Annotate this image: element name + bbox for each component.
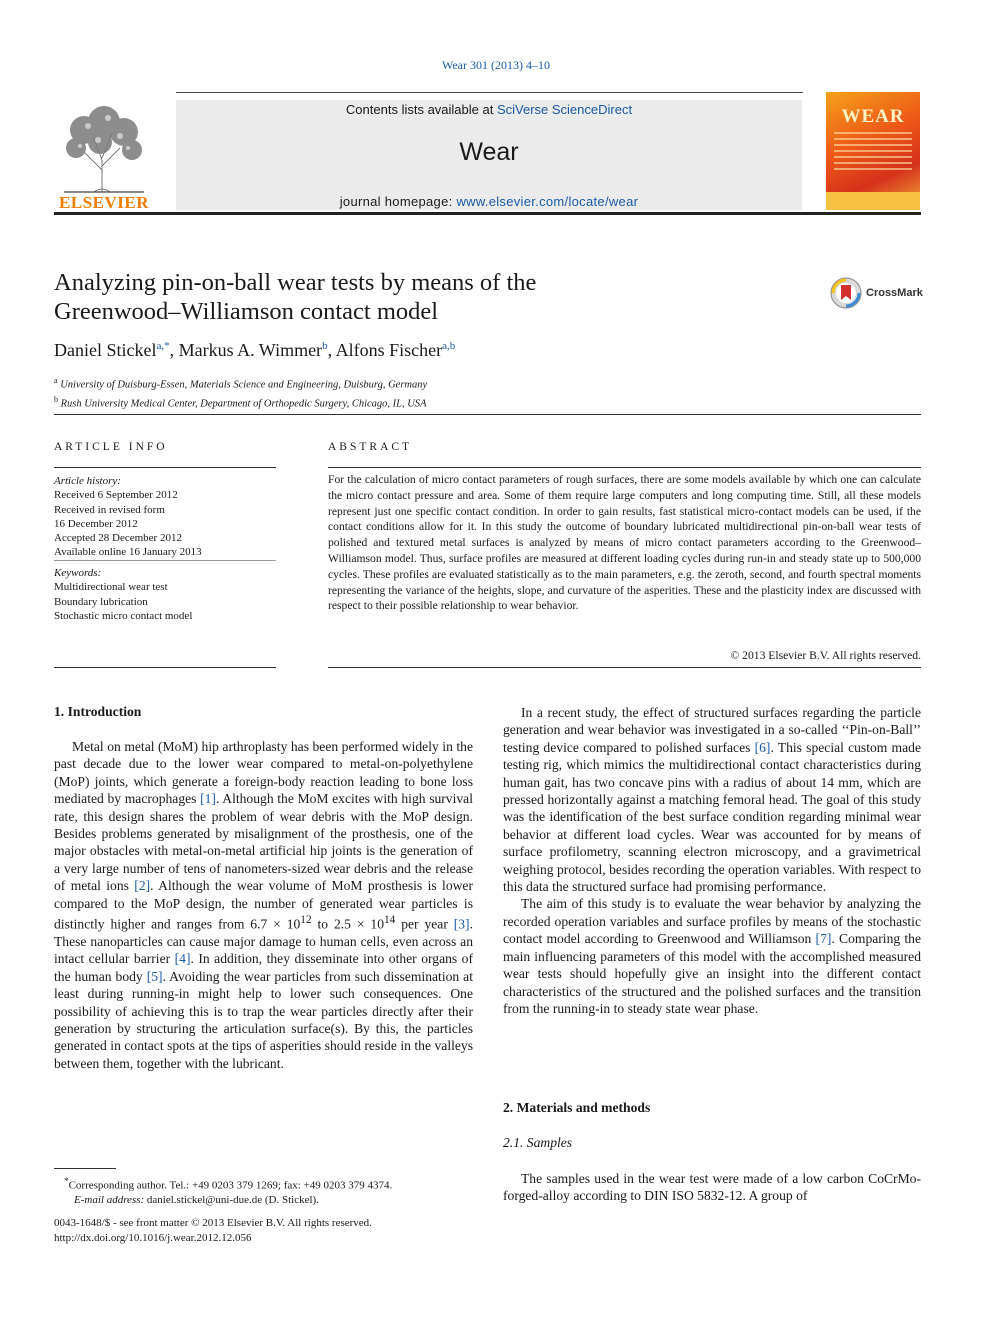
article-info-rule: [54, 467, 276, 468]
elsevier-logo-text: ELSEVIER: [59, 193, 149, 212]
crossmark-label[interactable]: CrossMark: [866, 287, 923, 299]
abstract-text: For the calculation of micro contact parameters of rough surfaces, there are some models available by which one can calculate the micro contact pressure and area. Some of them require large computers and long computing time. Still, all these models represent just one specific contact condition. In order to gain results, fast statistical micro-contact models can be used, if the contact conditions allow for it. In this study the outcome of boundary lubricated multidirectional pin-on-ball wear tests of polished and textured metal surfaces is analyzed by means of micro contact parameters according to the Greenwood–Williamson model. Thus, surface profiles are measured at different loading cycles during run-in and steady state up to 500,000 cycles. These profiles are evaluated statistically as to the main parameters, e.g. the zeroth, second, and fourth spectral moments representing the variance of the heights, slope, and curvature of the asperities. These and the plasticity index are discussed with respect to their possible relationship to wear behavior.: [328, 473, 921, 613]
reference-link[interactable]: [3]: [453, 916, 470, 932]
section-heading-materials: 2. Materials and methods: [503, 1100, 651, 1115]
contents-line: Contents lists available at SciVerse ScienceDirect: [345, 102, 633, 117]
reference-link[interactable]: [1]: [200, 791, 216, 807]
reference-link[interactable]: [5]: [146, 968, 163, 984]
cover-text-lines: [834, 132, 912, 174]
intro-paragraph-3: The aim of this study is to evaluate the wear behavior by analyzing the recorded operation variables and surface profiles by means of the stochastic contact model according to Greenwood and Williamson [7]. Comparing the main influencing parameters of this model with the accomplished measured wear tests should hopefully give an insight into the different contact characteristics of the structured and the polished surfaces and the transition from the running-in to steady state wear phase.: [503, 896, 921, 1016]
footnote-rule: [54, 1168, 116, 1169]
journal-name: Wear: [459, 138, 519, 166]
cover-title: WEAR: [841, 106, 905, 127]
reference-link[interactable]: [6]: [754, 739, 771, 755]
intro-paragraph-2: In a recent study, the effect of structured surfaces regarding the particle generation and wear behavior was investigated in a so-called ‘‘Pin-on-Ball’’ testing device compared to polished surfaces [6]. This special custom made testing rig, which mimics the multidirectional contact characteristics during human gait, has two concave pins with a radius of about 14 mm, which are pressed horizontally against a matching femoral head. The goal of this study was the identification of the best surface condition regarding minimal wear behavior at different load cycles. Wear was accounted for by means of surface profilometry, scanning electron microscopy, and a gravimetrical weighing protocol, besides recording the operation variables. With respect to this data the structured surface had promising performance.: [503, 705, 921, 895]
journal-homepage: journal homepage: www.elsevier.com/locate/wear: [339, 194, 639, 209]
sciencedirect-link[interactable]: SciVerse ScienceDirect: [496, 102, 633, 117]
samples-paragraph: The samples used in the wear test were made of a low carbon CoCrMo-forged-alloy according to DIN ISO 5832-12. A group of: [503, 1171, 921, 1204]
reference-link[interactable]: [4]: [174, 951, 191, 967]
corresponding-author-note: *Corresponding author. Tel.: +49 0203 379 1269; fax: +49 0203 379 4374.: [64, 1176, 393, 1192]
keyword: Boundary lubrication: [54, 595, 148, 608]
affiliations: [54, 374, 427, 411]
keywords-list: Keywords: Multidirectional wear test Boundary lubrication Stochastic micro contact model: [54, 566, 276, 623]
abstract-bottom-rule: [328, 667, 921, 668]
abstract-copyright: © 2013 Elsevier B.V. All rights reserved.: [730, 649, 921, 662]
abstract-heading: ABSTRACT: [328, 441, 413, 453]
author-name[interactable]: Markus A. Wimmer: [178, 340, 323, 360]
reference-link[interactable]: [2]: [134, 878, 151, 894]
header-bottom-rule: [54, 212, 921, 215]
article-info-heading: ARTICLE INFO: [54, 441, 168, 453]
homepage-link[interactable]: www.elsevier.com/locate/wear: [456, 194, 639, 209]
doi-link[interactable]: http://dx.doi.org/10.1016/j.wear.2012.12.056: [54, 1231, 252, 1244]
reference-link[interactable]: [7]: [815, 931, 832, 947]
article-info-bottom-rule: [54, 667, 276, 668]
email-link[interactable]: daniel.stickel@uni-due.de (D. Stickel).: [146, 1194, 319, 1207]
footnotes: [54, 1174, 484, 1208]
journal-cover-image[interactable]: [826, 92, 920, 210]
front-matter-info: 0043-1648/$ - see front matter © 2013 Elsevier B.V. All rights reserved. http://dx.doi.org/10.1016/j.wear.2012.12.056: [54, 1216, 484, 1245]
abstract-rule: [328, 467, 921, 468]
author-name[interactable]: Alfons Fischer: [335, 340, 443, 360]
intro-right-column: [503, 704, 921, 1017]
title-divider: [54, 414, 921, 415]
subsection-heading-samples: 2.1. Samples: [503, 1135, 573, 1150]
keyword: Stochastic micro contact model: [54, 609, 193, 622]
keyword: Multidirectional wear test: [54, 581, 168, 594]
header-top-rule: [176, 92, 803, 93]
affiliation-item: $^b$ Rush University Medical Center, Department of Orthopedic Surgery, Chicago, IL, USA: [54, 394, 427, 409]
journal-citation[interactable]: Wear 301 (2013) 4–10: [441, 58, 550, 72]
history-keywords-rule: [54, 560, 276, 561]
intro-paragraph-1: Metal on metal (MoM) hip arthroplasty has been performed widely in the past decade due to the lower wear compared to metal-on-polyethylene (MoP) joints, which generate a foreign-body reaction leading to bone loss mediated by macrophages [1]. Although the MoM excites with high survival rate, this design shares the problem of wear debris with the MoP design. Besides problems generated by misalignment of the prosthesis, one of the major obstacles with metal-on-metal artificial hip joints is the generation of a very large number of tens of nanometers-sized wear debris and the release of metal ions [2]. Although the wear volume of MoM prosthesis is lower compared to the MoP design, the number of generated wear particles is distinctly higher and ranges from $6.7 \times 10^{12}$ to $2.5 \times 10^{14}$ per year [3]. These nanoparticles can cause major damage to human cells, even across an intact cellular barrier [4]. In addition, they disseminate into other organs of the human body [5]. Avoiding the wear particles from such dissemination at least during running-in might help to lower such consequences. One possibility of achieving this is to trap the wear particles directly after their generation by structuring the articulation surface(s). By this, the particles generated in contact spots at the tips of asperities should reside in the valleys between them, together with the lubricant.: [54, 739, 473, 1071]
cover-bottom-band: [826, 192, 920, 210]
author-list: Daniel Stickel$^{a,*}$, Markus A. Wimmer$^b$, Alfons Fischer$^{a,b}$: [54, 340, 456, 360]
email-note: E-mail address: daniel.stickel@uni-due.de (D. Stickel).: [74, 1194, 319, 1207]
affiliation-item: $^a$ University of Duisburg-Essen, Materials Science and Engineering, Duisburg, Germany: [54, 376, 428, 391]
section-heading-introduction: 1. Introduction: [54, 704, 142, 719]
author-name[interactable]: Daniel Stickel: [54, 340, 157, 360]
article-title: Analyzing pin-on-ball wear tests by means of the Greenwood–Williamson contact model: [54, 269, 537, 325]
article-history: Article history: Received 6 September 2012 Received in revised form 16 December 2012 Accepted 28 December 2012 Available online 16 January 2013: [54, 475, 202, 559]
